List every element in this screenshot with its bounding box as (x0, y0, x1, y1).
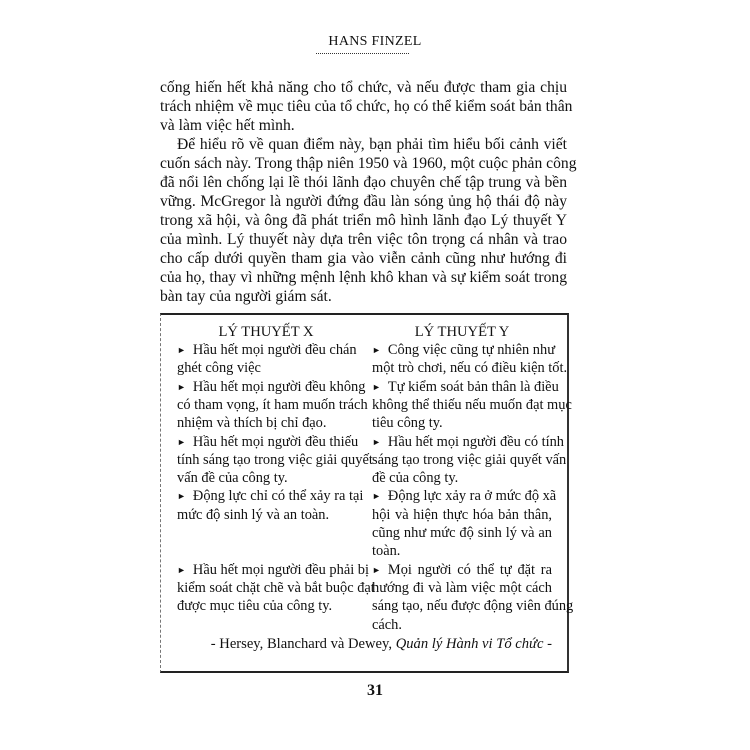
theory-line (372, 561, 552, 579)
theory-line-text: vấn đề của công ty. (177, 470, 288, 487)
theory-line (177, 506, 355, 524)
body-line: vững. McGregor là người đứng đầu làn sóng ủng hộ thái độ này (160, 193, 567, 210)
theory-line-text: nhiệm và thích bị chỉ đạo. (177, 415, 327, 432)
theory-line-text: Động lực chỉ có thể xảy ra tại (192, 488, 364, 505)
theory-line-text: Hầu hết mọi người đều có tính (387, 433, 564, 450)
theory-line (372, 506, 552, 524)
theory-line (372, 469, 552, 487)
theory-line (372, 579, 552, 597)
body-line: của mình. Lý thuyết này dựa trên việc tôn trọng cá nhân và trao (160, 231, 567, 248)
theory-line (372, 341, 555, 359)
bullet-arrow-icon: ► (177, 491, 186, 502)
theory-line (372, 359, 568, 377)
body-line: của họ, thay vì những mệnh lệnh khô khan và sự kiểm soát trong (160, 269, 567, 286)
theory-line (177, 451, 373, 469)
theory-line-text: cũng như mức độ sinh lý và an (372, 525, 552, 541)
theory-line (372, 414, 552, 432)
theory-line-text: mức độ sinh lý và an toàn. (177, 506, 330, 523)
body-line: cuốn sách này. Trong thập niên 1950 và 1960, một cuộc phản công (160, 155, 577, 172)
bullet-arrow-icon: ► (372, 345, 381, 355)
theory-line (372, 616, 552, 634)
theory-line-text: không thể thiếu nếu muốn đạt mục (372, 396, 572, 413)
theory-line (177, 469, 355, 487)
theory-line (177, 378, 366, 396)
theory-line (372, 451, 567, 469)
bullet-arrow-icon: ► (177, 381, 186, 392)
body-line: và làm việc hết mình. (160, 117, 295, 134)
citation-authors: - Hersey, Blanchard và Dewey, (210, 636, 396, 652)
theory-line (372, 487, 557, 505)
theory-line (372, 378, 559, 396)
theory-line-text: Hầu hết mọi người đều chán (192, 342, 357, 358)
theory-line-text: có tham vọng, ít ham muốn trách (177, 396, 368, 413)
theory-line (372, 396, 572, 414)
theory-y-title: LÝ THUYẾT Y (414, 324, 510, 340)
theory-line-text: Mọi người có thể tự đặt ra (387, 561, 552, 578)
body-line: cống hiến hết khả năng cho tổ chức, và nếu được tham gia chịu (160, 79, 567, 96)
theory-line-text: đề của công ty. (372, 470, 459, 487)
bullet-arrow-icon: ► (372, 436, 381, 447)
citation-suffix: - (543, 636, 552, 652)
theory-line-text: Công việc cũng tự nhiên như (387, 342, 555, 358)
theory-line (372, 433, 564, 451)
theory-line-text: tiêu công ty. (372, 415, 443, 432)
theory-line-text: Hầu hết mọi người đều thiếu (192, 433, 359, 450)
theory-line (177, 414, 355, 432)
theory-line-text: hội và hiện thực hóa bản thân, (372, 506, 552, 523)
body-line: đã nổi lên chống lại lề thói lãnh đạo chuyên chế tập trung và bền (160, 174, 567, 191)
theory-line-text: ghét công việc (177, 360, 261, 377)
page-number: 31 (367, 682, 383, 699)
theory-line-text: Hầu hết mọi người đều phải bị (192, 561, 369, 578)
bullet-arrow-icon: ► (177, 345, 186, 355)
theory-line (372, 597, 574, 615)
body-line: trách nhiệm về mục tiêu của tổ chức, họ có thể kiểm soát bản thân (160, 98, 573, 115)
header-dotted-rule (316, 53, 409, 54)
body-line: trong xã hội, và ông đã phát triển mô hình lãnh đạo Lý thuyết Y (160, 212, 567, 229)
theory-line (177, 487, 364, 505)
theory-line-text: toàn. (372, 543, 401, 560)
theory-line (177, 597, 355, 615)
theory-line-text: một trò chơi, nếu có điều kiện tốt. (372, 360, 568, 377)
bullet-arrow-icon: ► (177, 564, 186, 575)
theory-line (177, 341, 355, 359)
citation-title: Quản lý Hành vi Tổ chức (395, 636, 544, 652)
theory-line (177, 561, 369, 579)
theory-line-text: được mục tiêu của công ty. (177, 598, 333, 615)
theory-line (372, 524, 552, 542)
bullet-arrow-icon: ► (372, 564, 381, 575)
theory-line-text: tính sáng tạo trong việc giải quyết (177, 451, 373, 468)
theory-line-text: kiểm soát chặt chẽ và bắt buộc đạt (177, 579, 375, 596)
theory-line-text: cách. (372, 616, 402, 633)
theory-line (372, 542, 552, 560)
citation (160, 636, 552, 653)
theory-x-title: LÝ THUYẾT X (218, 324, 314, 340)
theory-line-text: sáng tạo, nếu được động viên đúng (372, 598, 574, 615)
body-line: bàn tay của người giám sát. (160, 288, 332, 305)
theory-line (177, 396, 368, 414)
body-line: Để hiểu rõ về quan điểm này, bạn phải tìm hiểu bối cảnh viết (177, 136, 567, 153)
theory-line-text: sáng tạo trong việc giải quyết vấn (372, 451, 567, 468)
body-line: cho cấp dưới quyền tham gia vào viễn cảnh cũng như hướng đi (160, 250, 567, 267)
theory-line-text: Tự kiểm soát bản thân là điều (387, 378, 559, 395)
theory-line (177, 359, 355, 377)
theory-line-text: Hầu hết mọi người đều không (192, 378, 366, 395)
bullet-arrow-icon: ► (372, 381, 381, 392)
theory-line (177, 579, 375, 597)
bullet-arrow-icon: ► (177, 436, 186, 447)
theory-line-text: hướng đi và làm việc một cách (372, 579, 552, 596)
running-header: HANS FINZEL (328, 34, 422, 49)
bullet-arrow-icon: ► (372, 491, 381, 502)
theory-line-text: Động lực xảy ra ở mức độ xã (387, 488, 557, 505)
theory-line (177, 433, 359, 451)
